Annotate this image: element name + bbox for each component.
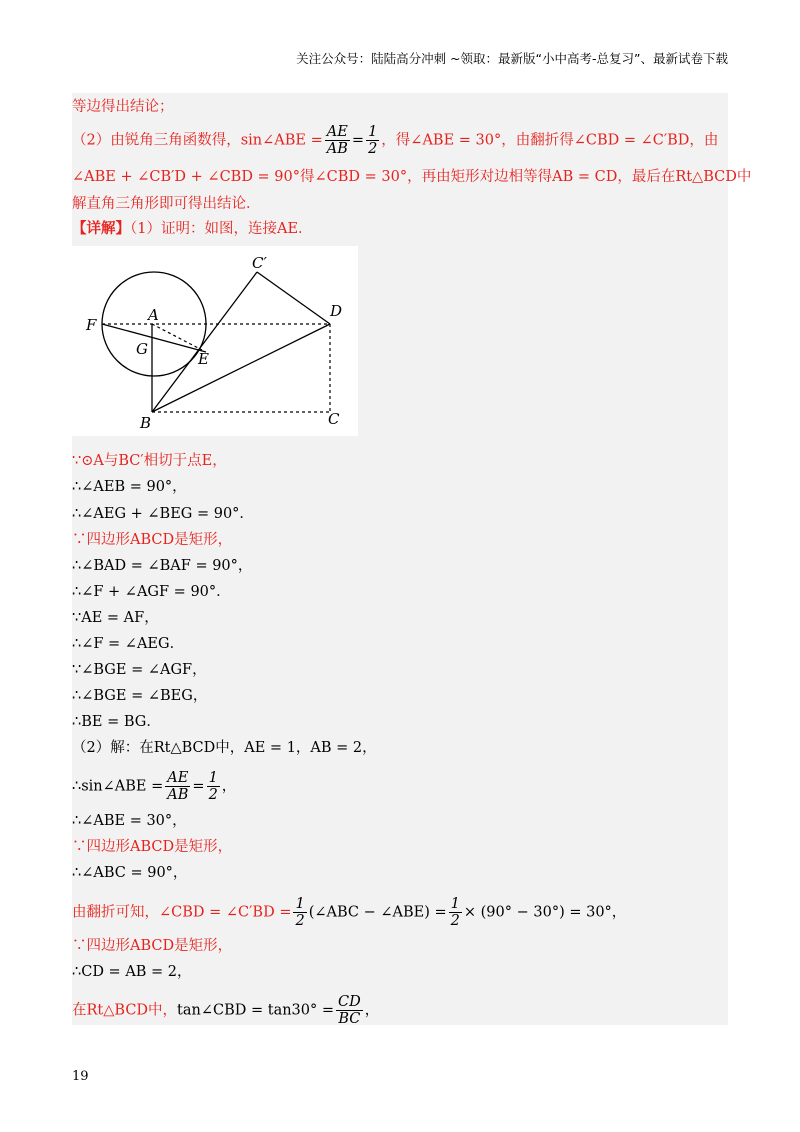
- proof-text: BE = BG．: [81, 714, 161, 730]
- analysis-line-1: 等边得出结论；: [72, 99, 174, 115]
- fold-prefix: 由翻折可知，∠CBD = ∠C′BD =: [72, 904, 292, 921]
- proof-symbol: ∵: [72, 532, 87, 548]
- proof-text: ∠BGE = ∠BEG，: [81, 688, 208, 704]
- fraction-num: AE: [325, 124, 350, 141]
- fraction-cd-bc: [336, 994, 363, 1027]
- sin-prefix: ∴sin∠ABE =: [72, 778, 164, 795]
- fraction-num: 1: [450, 896, 460, 912]
- proof-symbol: ∵: [72, 662, 82, 678]
- proof-line-11: [72, 712, 161, 732]
- proof-symbol: ∴: [72, 479, 82, 495]
- proof-text: ⊙A与BC′相切于点E，: [81, 453, 227, 469]
- fraction-den: BC: [338, 1011, 361, 1027]
- detail-intro: （1）证明：如图，连接AE．: [130, 221, 313, 237]
- proof-line-8: [72, 634, 184, 654]
- label-c-prime: C′: [252, 254, 267, 272]
- tan-end: ，: [364, 1002, 380, 1019]
- fraction-num: 1: [368, 124, 378, 140]
- proof-line-6: [72, 582, 231, 602]
- geometry-diagram: [72, 246, 358, 436]
- label-f: F: [86, 316, 97, 334]
- line-ae-dashed: [152, 324, 202, 350]
- proof-text: ∠AEB = 90°，: [81, 479, 187, 495]
- fraction-den: AB: [167, 787, 189, 803]
- page-number: 19: [72, 1069, 89, 1084]
- fraction-num: 1: [208, 770, 218, 786]
- proof-line-7: [72, 608, 159, 628]
- part2-rect1: ∵四边形ABCD是矩形，: [72, 839, 233, 855]
- proof-line-2: [72, 477, 187, 497]
- proof-symbol: ∴: [72, 688, 82, 704]
- fraction-num: CD: [338, 994, 361, 1010]
- fraction-den: 2: [368, 141, 378, 157]
- geometry-figure: [72, 246, 358, 436]
- equals-sign: =: [351, 132, 365, 149]
- line-fe: [102, 324, 206, 352]
- analysis-line-2-b: ，得∠ABE = 30°，由翻折得∠CBD = ∠C′BD，由: [381, 132, 719, 149]
- sin-end: ，: [221, 778, 237, 795]
- proof-text: ∠BAD = ∠BAF = 90°，: [81, 558, 253, 574]
- line-bd: [152, 324, 330, 412]
- proof-line-3: [72, 504, 254, 524]
- equals-sign: =: [192, 778, 205, 795]
- fraction-ae-ab: [325, 124, 350, 157]
- fraction-1-2: [207, 770, 220, 803]
- proof-symbol: ∵: [72, 453, 82, 469]
- proof-symbol: ∴: [72, 636, 82, 652]
- label-g: G: [136, 340, 148, 358]
- tan-expr: tan∠CBD = tan30° =: [177, 1002, 335, 1019]
- tan-prefix: 在Rt△BCD中，: [72, 1002, 178, 1019]
- analysis-line-3: ∠ABE + ∠CB′D + ∠CBD = 90°得∠CBD = 30°，再由矩形对边相等得AB = CD，最后在Rt△BCD中: [72, 169, 752, 185]
- part2-fold-line: [72, 896, 626, 929]
- proof-symbol: ∴: [72, 714, 82, 730]
- label-c: C: [328, 410, 340, 428]
- proof-text: ∠F = ∠AEG．: [81, 636, 185, 652]
- fraction-1-2: [366, 124, 379, 157]
- part2-cd: ∴CD = AB = 2，: [72, 964, 192, 980]
- proof-text: ∠BGE = ∠AGF，: [81, 662, 207, 678]
- page-header: 关注公众号：陆陆高分冲刺 ~领取：最新版“小中高考-总复习”、最新试卷下载: [296, 51, 728, 66]
- part2-rect2: ∵四边形ABCD是矩形，: [72, 938, 233, 954]
- proof-text: AE = AF，: [81, 610, 159, 626]
- analysis-line-4: 解直角三角形即可得出结论．: [72, 196, 261, 212]
- fold-middle: (∠ABC − ∠ABE) =: [308, 904, 447, 921]
- detail-line: [72, 219, 313, 239]
- fraction-ae-ab: [165, 770, 190, 803]
- part2-intro: （2）解：在Rt△BCD中，AE = 1，AB = 2，: [72, 740, 377, 756]
- fraction-den: 2: [208, 787, 218, 803]
- fraction-den: 2: [295, 913, 305, 929]
- proof-line-5: [72, 556, 252, 576]
- proof-line-4: [72, 530, 232, 550]
- fraction-num: AE: [165, 770, 190, 787]
- part2-abc: ∴∠ABC = 90°，: [72, 865, 188, 881]
- detail-heading: 【详解】: [72, 220, 130, 237]
- fraction-den: AB: [326, 141, 348, 157]
- proof-line-10: [72, 686, 207, 706]
- analysis-line-2-a: （2）由锐角三角函数得，sin∠ABE =: [72, 132, 323, 149]
- proof-line-9: [72, 660, 207, 680]
- proof-text: ∠AEG + ∠BEG = 90°．: [81, 506, 254, 522]
- label-e: E: [198, 350, 209, 368]
- proof-symbol: ∵: [72, 610, 82, 626]
- proof-text: ∠F + ∠AGF = 90°．: [81, 584, 231, 600]
- fraction-den: 2: [450, 913, 460, 929]
- fraction-1-2: [449, 896, 462, 929]
- part2-abe: ∴∠ABE = 30°，: [72, 813, 187, 829]
- proof-line-1: [72, 451, 227, 471]
- proof-symbol: ∴: [72, 506, 82, 522]
- analysis-line-2: [72, 124, 718, 157]
- proof-text: 四边形ABCD是矩形，: [86, 532, 233, 548]
- line-c-prime-d: [257, 272, 330, 324]
- fraction-1-2: [293, 896, 306, 929]
- part2-sin-line: [72, 770, 236, 803]
- part2-tan-line: [72, 994, 379, 1027]
- fold-end: × (90° − 30°) = 30°，: [463, 904, 627, 921]
- label-a: A: [148, 306, 159, 324]
- fraction-num: 1: [295, 896, 305, 912]
- proof-symbol: ∴: [72, 584, 82, 600]
- label-b: B: [140, 414, 152, 432]
- label-d: D: [330, 302, 343, 320]
- proof-symbol: ∴: [72, 558, 82, 574]
